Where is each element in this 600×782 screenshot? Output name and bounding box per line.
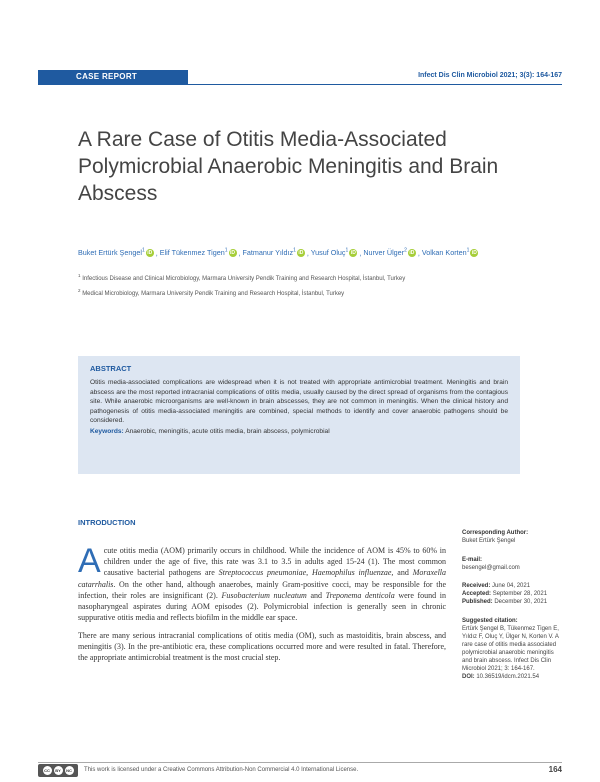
- abstract-box: [78, 356, 520, 474]
- footer-rule: [38, 762, 562, 763]
- orcid-icon[interactable]: iD: [230, 250, 235, 257]
- creative-commons-icon[interactable]: CC BY NC: [38, 764, 78, 777]
- orcid-icon[interactable]: iD: [147, 250, 153, 257]
- drop-cap: A: [78, 542, 101, 580]
- keywords-label: Keywords:: [90, 427, 124, 435]
- keywords: [90, 427, 508, 437]
- license-text: This work is licensed under a Creative Commons Attribution-Non Commercial 4.0 International License.: [84, 767, 359, 773]
- abstract-text: Otitis media-associated complications are widespread when it is not treated with appropriate antimicrobial treatment. Meningitis and brain abscess are the most reported intracranial complications of otitis media, usually caused by the direct spread of organisms from the contagious site. While anaerobic microorganisms are well-known in brain abscesses, they are not common in meningitis. When the clinical history and pathogenesis of otitis media-associated meningitis are combined, special methods to identify and cover anaerobic pathogens should be considered.: [90, 379, 508, 425]
- orcid-icon[interactable]: iD: [298, 250, 304, 257]
- orcid-icon[interactable]: iD: [409, 250, 415, 257]
- author[interactable]: Elif Tükenmez Tigen$^1$: [159, 248, 228, 258]
- body-paragraph: Acute otitis media (AOM) primarily occurs in childhood. While the incidence of AOM is 45% to 60% in children under the age of five, this rate was 3.1 to 3.5 in adults aged 15-24 (1). The most common causative bacterial pathogens are Streptococcus pneumoniae, Haemophilus influenzae, and Moraxella catarrhalis. On the other hand, although anaerobes, mainly Gram-positive cocci, may be responsible for the infection, their roles are insignificant (2). Fusobacterium nucleatum and Treponema denticola were found in nasopharyngeal aspirates during AOM episodes (2). Polymicrobial infection is generally seen in chronic suppurative otitis media and reflects biofilm in the middle ear space.: [78, 542, 447, 623]
- article-title: A Rare Case of Otitis Media-Associated Polymicrobial Anaerobic Meningitis and Brain Abscess: [78, 128, 499, 205]
- affiliation: $^2$ Medical Microbiology, Marmara University Pendik Training and Research Hospital, İstanbul, Turkey: [78, 288, 345, 297]
- citation-block: Suggested citation: Ertürk Şengel B, Tükenmez Tigen E, Yıldız F, Oluç Y, Ülger N, Korten V. A rare case of otitis media associated polymicrobial anaerobic meningitis and brain abscess. Infect Dis Clin Microbiol 2021; 3: 164-167.: [462, 618, 559, 672]
- author[interactable]: Fatmanur Yıldız$^1$: [242, 248, 296, 258]
- orcid-icon[interactable]: iD: [350, 250, 356, 257]
- corresponding-author: Corresponding Author: Buket Ertürk Şengel: [462, 530, 529, 544]
- header-rule: [38, 84, 562, 85]
- author[interactable]: Yusuf Oluç$^1$: [310, 248, 349, 258]
- affiliation: $^1$ Infectious Disease and Clinical Microbiology, Marmara University Pendik Training and Research Hospital, İstanbul, Turkey: [78, 273, 406, 282]
- abstract-heading: ABSTRACT: [90, 364, 132, 373]
- doi-block: DOI: 10.36519/idcm.2021.54: [462, 674, 540, 680]
- email-link[interactable]: besengel@gmail.com: [462, 565, 520, 571]
- author[interactable]: Buket Ertürk Şengel$^1$: [78, 248, 145, 258]
- page-number: 164: [548, 765, 562, 774]
- keywords-text: Anaerobic, meningitis, acute otitis media, brain abscess, polymicrobial: [125, 427, 330, 435]
- journal-reference: Infect Dis Clin Microbiol 2021; 3(3): 164-167: [418, 72, 562, 79]
- introduction-heading: INTRODUCTION: [78, 518, 136, 527]
- dates-block: Received: June 04, 2021 Accepted: September 28, 2021 Published: December 30, 2021: [462, 583, 548, 605]
- author[interactable]: Nurver Ülger$^2$: [363, 248, 407, 258]
- email-block: E-mail: besengel@gmail.com: [462, 556, 562, 572]
- section-label: CASE REPORT: [76, 72, 138, 81]
- doi-link[interactable]: 10.36519/idcm.2021.54: [476, 674, 540, 680]
- body-paragraph: There are many serious intracranial complications of otitis media (OM), such as mastoiditis, brain abscess, and meningitis (3). In the pre-antibiotic era, these complications occurred more and were resulted in fatal. Therefore, the appropriate antimicrobial treatment is the most crucial step.: [78, 631, 446, 663]
- author-list: Buket Ertürk Şengel$^1$ iD , Elif Tükenmez Tigen$^1$ iD , Fatmanur Yıldız$^1$ iD , Yusuf Oluç$^1$ iD , Nurver Ülger$^2$ iD , Volkan Korten$^1$ iD: [78, 248, 477, 258]
- orcid-icon[interactable]: iD: [471, 250, 477, 257]
- author[interactable]: Volkan Korten$^1$: [421, 248, 470, 258]
